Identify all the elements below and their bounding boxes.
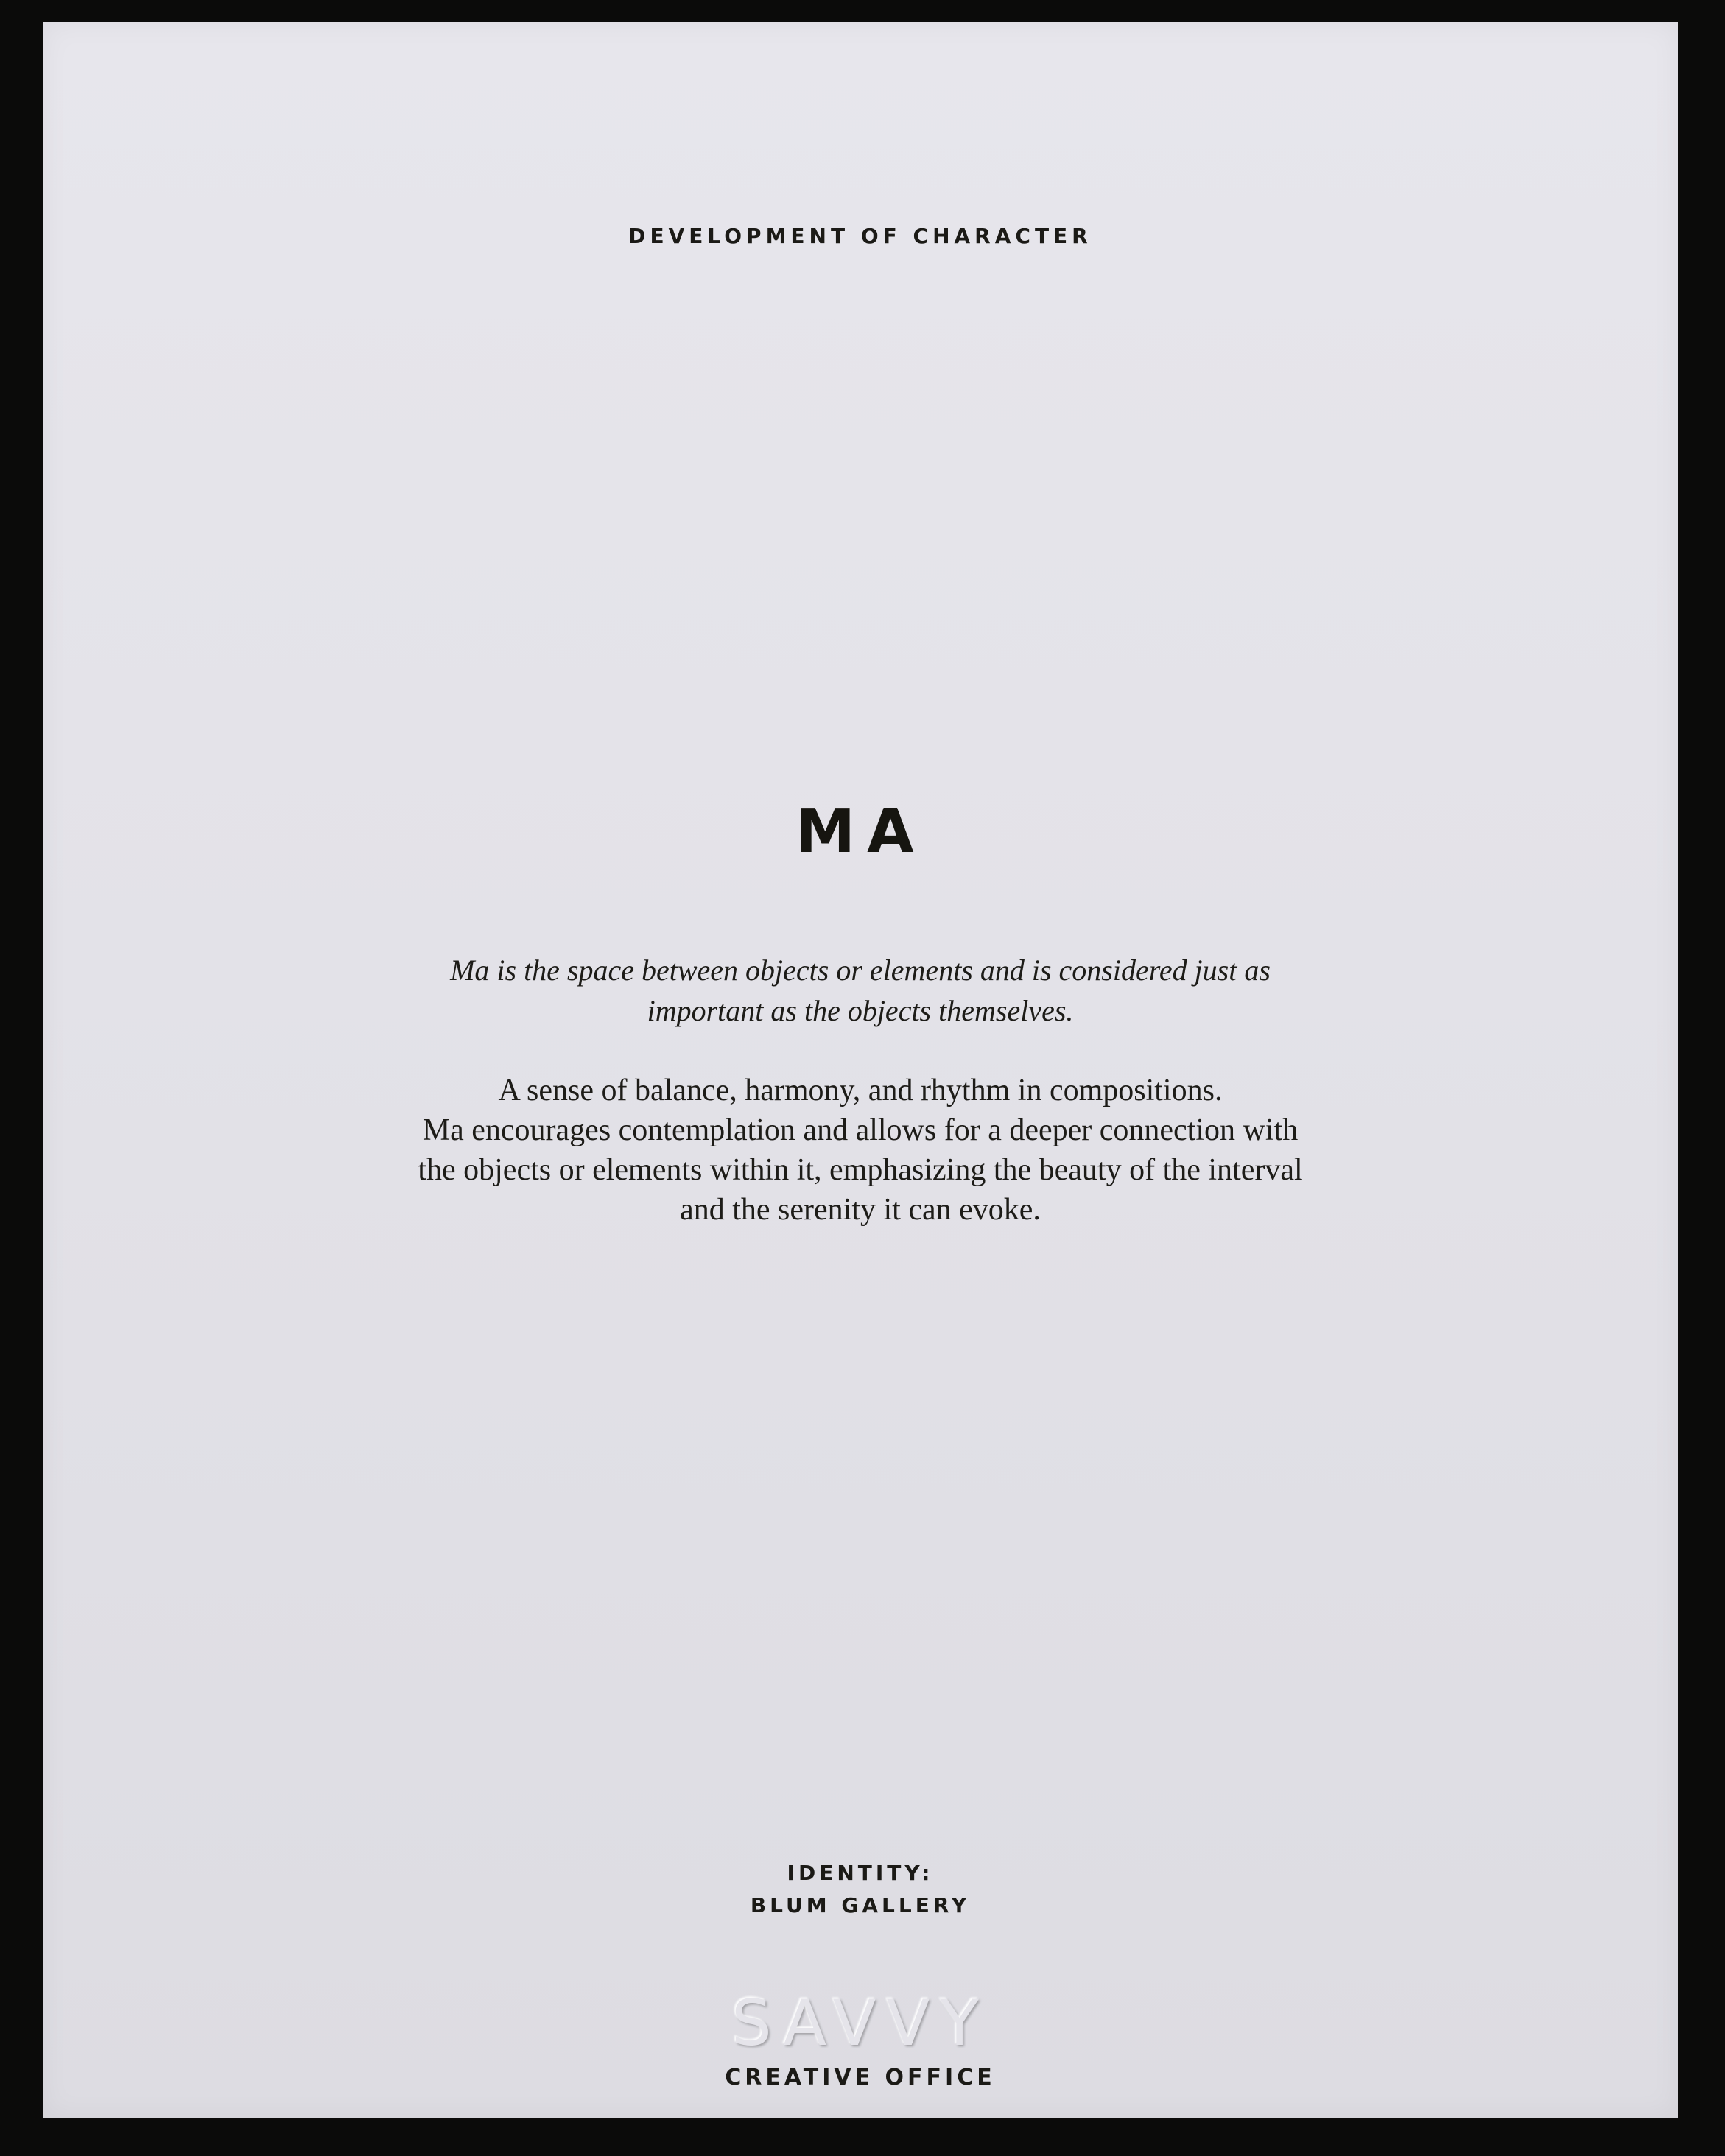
page-title: MA bbox=[795, 797, 926, 867]
body-line: Ma encourages contemplation and allows for a deeper connection with bbox=[422, 1113, 1299, 1147]
italic-definition bbox=[43, 950, 1678, 1031]
identity-block bbox=[43, 1857, 1678, 1922]
body-line: the objects or elements within it, emphasizing the beauty of the interval bbox=[418, 1153, 1303, 1187]
logo-subtitle: CREATIVE OFFICE bbox=[725, 2065, 996, 2090]
paper-sheet bbox=[43, 22, 1678, 2118]
embossed-logo: SAVVY bbox=[731, 1987, 989, 2060]
identity-value: BLUM GALLERY bbox=[750, 1893, 971, 1917]
body-line: A sense of balance, harmony, and rhythm in compositions. bbox=[498, 1074, 1223, 1107]
italic-line: important as the objects themselves. bbox=[647, 994, 1074, 1027]
body-line: and the serenity it can evoke. bbox=[680, 1193, 1041, 1227]
page-header: DEVELOPMENT OF CHARACTER bbox=[628, 224, 1092, 248]
italic-line: Ma is the space between objects or elements and is considered just as bbox=[450, 954, 1271, 987]
identity-label: IDENTITY: bbox=[787, 1861, 934, 1885]
body-paragraph bbox=[43, 1071, 1678, 1230]
